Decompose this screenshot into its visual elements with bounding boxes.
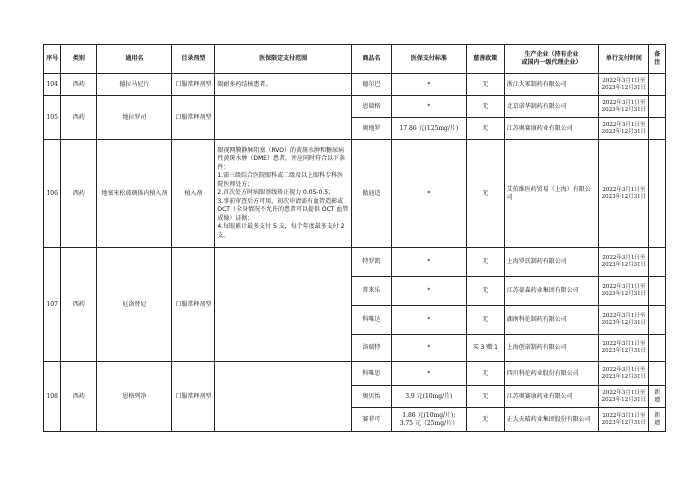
row-remark bbox=[649, 118, 666, 140]
row-trade-name: 洛瑞特 bbox=[351, 335, 391, 362]
row-charity-policy: 无 bbox=[466, 386, 504, 408]
row-payment-standard: * bbox=[391, 248, 466, 277]
row-payment-standard: * bbox=[391, 277, 466, 306]
row-manufacturer: 江苏奥赛康药业有限公司 bbox=[504, 118, 598, 140]
row-charity-policy: 无 bbox=[466, 277, 504, 306]
row-payment-period bbox=[599, 248, 649, 277]
row-trade-name: 奥地罗 bbox=[351, 118, 391, 140]
row-dosage-form: 植入剂 bbox=[172, 140, 215, 248]
row-remark bbox=[649, 140, 666, 248]
period-end: 2023年12月31日 bbox=[601, 106, 647, 113]
row-trade-name: 傲迪适 bbox=[351, 140, 391, 248]
period-end: 2023年12月31日 bbox=[601, 373, 647, 380]
row-remark bbox=[649, 96, 666, 118]
period-start: 2022年3月1日至 bbox=[602, 313, 646, 319]
table-row bbox=[44, 362, 666, 386]
table-row bbox=[44, 140, 666, 248]
row-number: 104 bbox=[44, 74, 61, 96]
row-manufacturer: 上海创诺制药有限公司 bbox=[504, 335, 598, 362]
standard-line: 3.75 元（25mg/片） bbox=[399, 419, 459, 427]
row-manufacturer: 江苏奥赛康药业有限公司 bbox=[504, 386, 598, 408]
row-payment-period bbox=[599, 386, 649, 408]
period-start: 2022年3月1日至 bbox=[602, 412, 646, 419]
row-charity-policy: 无 bbox=[466, 362, 504, 386]
row-number: 105 bbox=[44, 96, 61, 140]
row-dosage-form: 口服常释剂型 bbox=[172, 362, 215, 432]
period-start: 2022年3月1日至 bbox=[602, 366, 646, 373]
header-payment-scope: 医保限定支付范围 bbox=[215, 45, 352, 74]
period-end: 2023年12月31日 bbox=[601, 348, 647, 354]
table-row bbox=[44, 248, 666, 277]
row-trade-name: 奥贝怡 bbox=[351, 386, 391, 408]
row-payment-period bbox=[599, 277, 649, 306]
row-trade-name: 德尔巴 bbox=[351, 74, 391, 96]
period-start: 2022年3月1日至 bbox=[602, 121, 646, 128]
row-generic-name: 德拉马尼片 bbox=[97, 74, 172, 96]
header-row bbox=[44, 45, 666, 74]
period-end: 2023年12月31日 bbox=[601, 84, 647, 91]
scope-line: 4.每眼累计最多支付 5 支，每个年度最多支付 2 bbox=[217, 223, 345, 231]
scope-line: 1.需三级综合医院眼科或二级及以上眼科专科医 bbox=[217, 172, 344, 180]
row-number: 107 bbox=[44, 248, 61, 362]
row-charity-policy: 无 bbox=[466, 74, 504, 96]
header-remark: 备注 bbox=[649, 45, 666, 74]
row-dosage-form: 口服常释剂型 bbox=[172, 96, 215, 140]
period-start: 2022年3月1日至 bbox=[602, 255, 646, 261]
row-category: 西药 bbox=[61, 248, 97, 362]
scope-line: 限视网膜静脉阻塞（RVO）的黄斑水肿和糖尿病 bbox=[217, 146, 344, 154]
scope-line: 支。 bbox=[217, 231, 230, 239]
row-payment-standard bbox=[391, 408, 466, 432]
row-remark bbox=[649, 362, 666, 386]
header-manufacturer bbox=[504, 45, 598, 74]
header-no: 序号 bbox=[44, 45, 61, 74]
period-start: 2022年3月1日至 bbox=[602, 77, 646, 84]
row-charity-policy: 无 bbox=[466, 306, 504, 335]
row-category: 西药 bbox=[61, 140, 97, 248]
row-category: 西药 bbox=[61, 362, 97, 432]
row-manufacturer: 浙江大冢制药有限公司 bbox=[504, 74, 598, 96]
row-remark bbox=[649, 74, 666, 96]
row-payment-period bbox=[599, 140, 649, 248]
table-row bbox=[44, 96, 666, 118]
row-payment-standard: * bbox=[391, 335, 466, 362]
row-charity-policy: 无 bbox=[466, 118, 504, 140]
scope-line: 件： bbox=[217, 163, 230, 171]
header-manufacturer-line1: 生产企业（持有企业 bbox=[524, 51, 579, 58]
period-end: 2023年12月31日 bbox=[601, 262, 647, 268]
period-end: 2023年12月31日 bbox=[601, 128, 647, 135]
scope-line: 院医师处方； bbox=[217, 180, 254, 188]
row-payment-period bbox=[599, 74, 649, 96]
header-dosage-form: 目录剂型 bbox=[172, 45, 215, 74]
row-payment-scope bbox=[215, 362, 352, 432]
header-payment-period: 单行支付时间 bbox=[599, 45, 649, 74]
row-trade-name: 普来乐 bbox=[351, 277, 391, 306]
row-category: 西药 bbox=[61, 74, 97, 96]
row-payment-period bbox=[599, 96, 649, 118]
row-payment-standard: * bbox=[391, 140, 466, 248]
header-trade-name: 商品名 bbox=[351, 45, 391, 74]
row-trade-name: 科唯达 bbox=[351, 306, 391, 335]
row-charity-policy: 买 3 赠 1 bbox=[466, 335, 504, 362]
row-payment-scope bbox=[215, 140, 352, 248]
row-remark bbox=[649, 248, 666, 277]
header-category: 类别 bbox=[61, 45, 97, 74]
row-manufacturer: 江苏豪森药业集团有限公司 bbox=[504, 277, 598, 306]
header-manufacturer-line2: 或国内一级代理企业） bbox=[521, 59, 582, 66]
row-dosage-form: 口服常释剂型 bbox=[172, 74, 215, 96]
drug-catalog-page bbox=[43, 44, 666, 432]
row-category: 西药 bbox=[61, 96, 97, 140]
row-manufacturer: 上海罗氏制药有限公司 bbox=[504, 248, 598, 277]
row-number: 108 bbox=[44, 362, 61, 432]
scope-line: 2.首次处方时病眼基线矫正视力 0.05-0.5； bbox=[217, 189, 335, 197]
scope-line: OCT（全身情况不允许的患者可以提供 OCT 血管 bbox=[217, 206, 349, 214]
period-end: 2023年12月31日 bbox=[601, 419, 647, 426]
row-trade-name: 恩瑞格 bbox=[351, 96, 391, 118]
header-charity-policy: 慈善政策 bbox=[466, 45, 504, 74]
row-charity-policy: 无 bbox=[466, 140, 504, 248]
row-payment-period bbox=[599, 118, 649, 140]
row-trade-name: 特罗凯 bbox=[351, 248, 391, 277]
row-manufacturer: 湖南科伦制药有限公司 bbox=[504, 306, 598, 335]
period-end: 2023年12月31日 bbox=[601, 320, 647, 326]
row-payment-period bbox=[599, 306, 649, 335]
period-start: 2022年3月1日至 bbox=[602, 186, 646, 193]
row-generic-name: 恩格列净 bbox=[97, 362, 172, 432]
row-generic-name: 厄洛替尼 bbox=[97, 248, 172, 362]
row-generic-name: 地塞米松玻璃体内植入剂 bbox=[97, 140, 172, 248]
scope-line: 3.事前审查后方可用，初次申请需有血管造影或 bbox=[217, 197, 344, 205]
row-payment-standard: * bbox=[391, 96, 466, 118]
row-payment-period bbox=[599, 408, 649, 432]
row-manufacturer: 北京诺华制药有限公司 bbox=[504, 96, 598, 118]
row-remark: 新增 bbox=[649, 408, 666, 432]
row-manufacturer: 正大天晴药业集团股份有限公司 bbox=[504, 408, 598, 432]
row-payment-scope bbox=[215, 248, 352, 362]
row-payment-scope: 限耐多药结核患者。 bbox=[215, 74, 352, 96]
row-generic-name: 地拉罗司 bbox=[97, 96, 172, 140]
drug-catalog-table bbox=[43, 44, 666, 432]
table-row bbox=[44, 74, 666, 96]
row-remark bbox=[649, 335, 666, 362]
row-manufacturer: 艾伯维医药贸易（上海）有限公司 bbox=[504, 140, 598, 248]
period-end: 2023年12月31日 bbox=[601, 396, 647, 403]
row-remark bbox=[649, 306, 666, 335]
row-payment-period bbox=[599, 362, 649, 386]
row-payment-period bbox=[599, 335, 649, 362]
row-trade-name: 赛菲可 bbox=[351, 408, 391, 432]
scope-line: 成像）证据； bbox=[217, 214, 254, 222]
header-payment-standard: 医保支付标准 bbox=[391, 45, 466, 74]
row-remark bbox=[649, 277, 666, 306]
period-start: 2022年3月1日至 bbox=[602, 284, 646, 290]
row-payment-scope bbox=[215, 96, 352, 140]
row-remark: 新增 bbox=[649, 386, 666, 408]
period-end: 2023年12月31日 bbox=[601, 193, 647, 200]
row-payment-standard: * bbox=[391, 362, 466, 386]
row-payment-standard: * bbox=[391, 306, 466, 335]
row-dosage-form: 口服常释剂型 bbox=[172, 248, 215, 362]
row-manufacturer: 四川科伦药业股份有限公司 bbox=[504, 362, 598, 386]
row-number: 106 bbox=[44, 140, 61, 248]
row-charity-policy: 无 bbox=[466, 408, 504, 432]
period-start: 2022年3月1日至 bbox=[602, 341, 646, 347]
row-charity-policy: 无 bbox=[466, 248, 504, 277]
standard-line: 1.86 元(10mg/片); bbox=[402, 411, 456, 419]
period-end: 2023年12月31日 bbox=[601, 291, 647, 297]
row-payment-standard: 17.86 元(125mg/片) bbox=[391, 118, 466, 140]
scope-line: 性黄斑水肿（DME）患者，并应同时符合以下条 bbox=[217, 155, 345, 163]
row-charity-policy: 无 bbox=[466, 96, 504, 118]
period-start: 2022年3月1日至 bbox=[602, 99, 646, 106]
row-payment-standard: * bbox=[391, 74, 466, 96]
row-payment-standard: 3.9 元(10mg/片) bbox=[391, 386, 466, 408]
period-start: 2022年3月1日至 bbox=[602, 389, 646, 396]
row-trade-name: 科唯思 bbox=[351, 362, 391, 386]
header-generic-name: 通用名 bbox=[97, 45, 172, 74]
